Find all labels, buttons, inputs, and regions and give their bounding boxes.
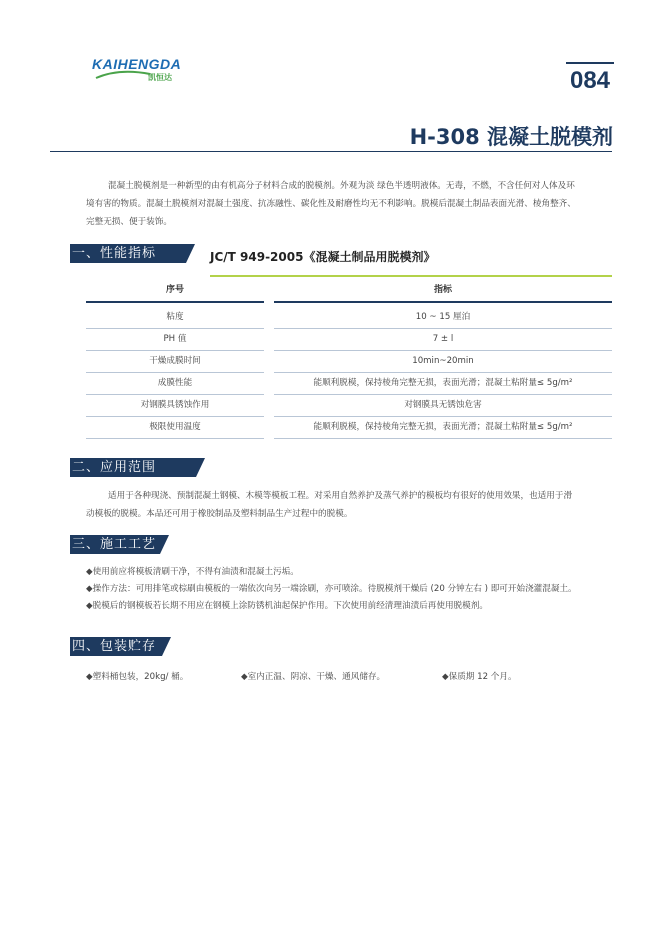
page-number-box — [566, 62, 614, 98]
table-cell-item: 干燥成膜时间 — [149, 356, 201, 366]
packaging-item: ◆保质期 12 个月。 — [442, 672, 517, 682]
table-cell-value: 7 ± l — [432, 334, 454, 344]
process-bullet: ◆操作方法：可用排笔或棕刷由模板的一端依次向另一端涂刷，亦可喷涂。待脱模剂干燥后 (20 分钟左右 ) 即可开始浇灌混凝土。 — [86, 584, 577, 594]
table-cell-item: 对钢膜具锈蚀作用 — [140, 400, 210, 410]
table-header-value: 指标 — [433, 285, 452, 295]
table-cell-value: 10min~20min — [412, 356, 474, 366]
table-row — [86, 394, 612, 416]
section-heading-text: 二、应用范围 — [72, 460, 157, 475]
standard-title: JC/T 949-2005《混凝土制品用脱模剂》 — [210, 250, 436, 264]
section-heading-process — [70, 535, 170, 554]
table-cell-item: 成膜性能 — [157, 378, 193, 388]
application-line-2: 动模板的脱模。本品还可用于橡胶制品及塑料制品生产过程中的脱模。 — [86, 509, 353, 519]
section-heading-packaging — [70, 637, 172, 656]
section-heading-application — [70, 458, 205, 477]
logo-swoosh-icon — [94, 70, 152, 80]
section-heading-performance — [70, 244, 195, 263]
table-cell-value: 10 ~ 15 厘泊 — [415, 312, 471, 322]
process-bullet: ◆脱模后的钢模板若长期不用应在钢模上涂防锈机油起保护作用。下次使用前经清理油渍后再使用脱模剂。 — [86, 601, 488, 611]
packaging-item: ◆塑料桶包装，20kg/ 桶。 — [86, 672, 189, 682]
table-row — [86, 372, 612, 394]
table-cell-item: 极限使用温度 — [149, 422, 201, 432]
company-logo — [92, 50, 192, 84]
table-header-row — [86, 279, 612, 301]
section-heading-text: 三、施工工艺 — [72, 537, 157, 552]
section-heading-text: 四、包装贮存 — [72, 639, 157, 654]
table-cell-value: 能顺利脱模，保持棱角完整无损，表面光滑；混凝土粘附量≤ 5g/m² — [313, 422, 573, 432]
logo-text: KAIHENGDA — [92, 56, 182, 72]
table-header-item: 序号 — [165, 285, 184, 295]
page-number: 084 — [569, 67, 611, 94]
intro-line-1: 混凝土脱模剂是一种新型的由有机高分子材料合成的脱模剂。外观为淡 绿色半透明液体。无毒，不燃，不含任何对人体及环 — [108, 181, 575, 191]
table-cell-value: 对钢膜具无锈蚀危害 — [404, 400, 482, 410]
application-line-1: 适用于各种现浇、预制混凝土钢模、木模等模板工程。对采用自然养护及蒸气养护的模板均有很好的使用效果，也适用于滑 — [108, 491, 573, 501]
table-row — [86, 328, 612, 350]
intro-line-2: 境有害的物质。混凝土脱模剂对混凝土强度、抗冻融性、碳化性及耐磨性均无不利影响。脱模后混凝土制品表面光滑、棱角整齐、 — [86, 199, 576, 209]
process-bullet: ◆使用前应将模板清刷干净，不得有油渍和混凝土污垢。 — [86, 567, 299, 577]
intro-line-3: 完整无损、便于装饰。 — [86, 217, 172, 227]
table-row — [86, 306, 612, 328]
logo-chinese-text: 凯恒达 — [148, 73, 172, 82]
table-cell-value: 能顺利脱模，保持棱角完整无损，表面光滑；混凝土粘附量≤ 5g/m² — [313, 378, 573, 388]
table-row — [86, 350, 612, 372]
packaging-item: ◆室内正温、阴凉、干燥、通风储存。 — [241, 672, 386, 682]
table-row — [86, 416, 612, 438]
title-divider — [50, 151, 612, 152]
product-title: H-308 混凝土脱模剂 — [409, 125, 613, 149]
section-heading-text: 一、性能指标 — [72, 246, 157, 261]
table-cell-item: PH 值 — [163, 334, 187, 344]
table-cell-item: 粘度 — [166, 312, 184, 322]
standard-underline — [210, 275, 612, 277]
